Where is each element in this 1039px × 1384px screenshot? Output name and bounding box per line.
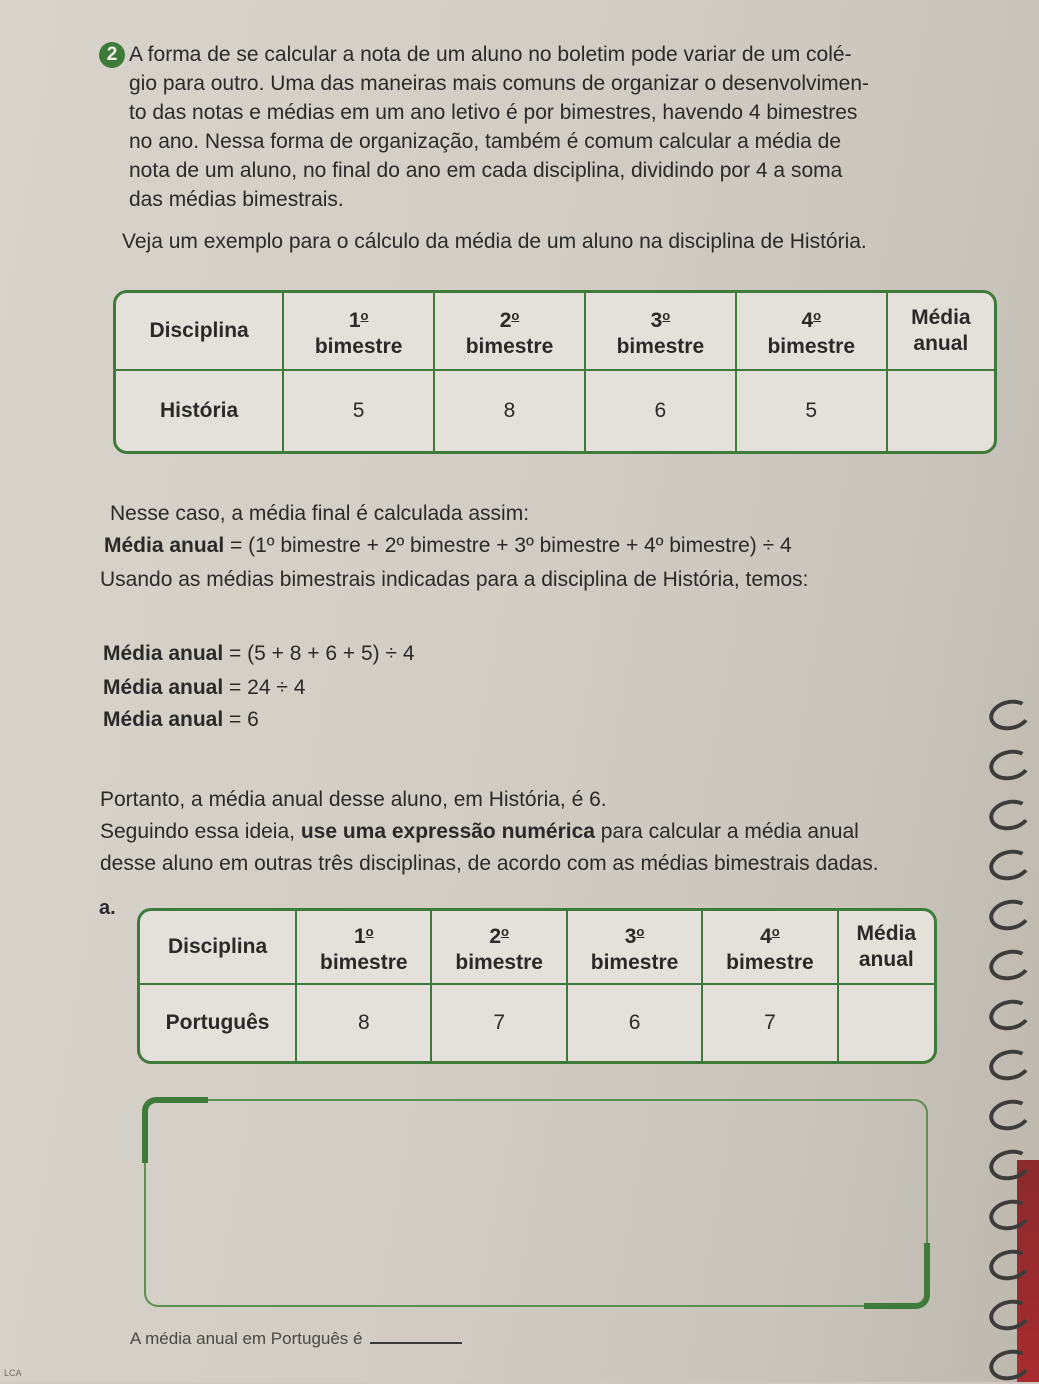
header-bimestre-label: bimestre	[320, 950, 408, 974]
ordinal-mark: o	[365, 923, 374, 939]
header-bimestre-label: bimestre	[726, 950, 814, 974]
intro-line: no ano. Nessa forma de organização, também é comum calcular a média de	[129, 130, 842, 153]
intro-line: gio para outro. Uma das maneiras mais comuns de organizar o desenvolvimen-	[129, 72, 870, 95]
spiral-ring-icon	[986, 846, 1033, 884]
spiral-ring-icon	[986, 1096, 1033, 1134]
ordinal-mark: o	[771, 923, 780, 939]
header-bimestre-label: bimestre	[465, 334, 554, 358]
cell-bimestre-3: 6	[568, 985, 703, 1061]
spiral-ring-icon	[986, 946, 1033, 984]
header-disciplina: Disciplina	[116, 293, 284, 371]
cell-bimestre-2: 8	[435, 371, 586, 451]
header-bimestre-4	[703, 911, 838, 985]
portugues-grade-table	[137, 908, 937, 1064]
cell-bimestre-3: 6	[586, 371, 737, 451]
cell-bimestre-4: 7	[703, 985, 838, 1061]
cell-bimestre-1: 8	[297, 985, 432, 1061]
ordinal-number: 4	[760, 924, 772, 948]
header-bimestre-label: bimestre	[455, 950, 543, 974]
header-bimestre-1	[284, 293, 435, 371]
question-intro	[129, 40, 1009, 214]
table-header-row	[140, 911, 934, 985]
header-media-anual	[839, 911, 934, 985]
cell-disciplina: História	[116, 371, 284, 451]
cell-bimestre-4: 5	[737, 371, 888, 451]
table-row	[140, 985, 934, 1061]
item-a-label: a.	[99, 897, 116, 919]
header-media-label: Média	[911, 306, 971, 329]
footer-code: LCA	[4, 1368, 22, 1378]
cell-media-anual[interactable]	[839, 985, 934, 1061]
calc-label: Média anual	[103, 708, 224, 731]
spiral-ring-icon	[986, 696, 1033, 734]
task-line: desse aluno em outras três disciplinas, de acordo com as médias bimestrais dadas.	[100, 852, 879, 875]
header-bimestre-label: bimestre	[314, 334, 403, 358]
intro-line: to das notas e médias em um ano letivo é por bimestres, havendo 4 bimestres	[129, 101, 858, 124]
spiral-ring-icon	[986, 896, 1033, 934]
answer-prompt: A média anual em Português é	[130, 1329, 363, 1348]
box-corner-decoration	[864, 1243, 930, 1309]
calc-line	[103, 642, 415, 666]
intro-line: das médias bimestrais.	[129, 188, 344, 211]
ordinal-number: 1	[348, 308, 361, 332]
spiral-ring-icon	[986, 996, 1033, 1034]
explanation-line: Usando as médias bimestrais indicadas para a disciplina de História, temos:	[100, 568, 809, 591]
header-bimestre-3	[586, 293, 737, 371]
cell-disciplina: Português	[140, 985, 297, 1061]
spiral-ring-icon	[986, 746, 1033, 784]
header-bimestre-4	[737, 293, 888, 371]
header-anual-label: anual	[858, 948, 914, 971]
calc-line	[103, 676, 305, 700]
example-intro: Veja um exemplo para o cálculo da média de um aluno na disciplina de História.	[122, 230, 867, 253]
task-pre: Seguindo essa ideia,	[100, 820, 301, 843]
calc-label: Média anual	[103, 676, 224, 699]
ordinal-number: 3	[650, 308, 663, 332]
spiral-ring-icon	[986, 796, 1033, 834]
ordinal-mark: o	[511, 307, 520, 323]
spiral-ring-icon	[986, 1296, 1033, 1334]
cell-bimestre-1: 5	[284, 371, 435, 451]
ordinal-number: 2	[499, 308, 512, 332]
spiral-ring-icon	[986, 1196, 1033, 1234]
calc-label: Média anual	[103, 642, 224, 665]
header-bimestre-2	[435, 293, 586, 371]
ordinal-number: 3	[624, 924, 637, 948]
header-bimestre-2	[432, 911, 567, 985]
conclusion-line: Portanto, a média anual desse aluno, em História, é 6.	[100, 788, 607, 811]
header-media-label: Média	[856, 922, 917, 945]
header-bimestre-label: bimestre	[616, 334, 705, 358]
history-grade-table	[113, 290, 997, 454]
ordinal-number: 1	[353, 924, 366, 948]
ordinal-mark: o	[501, 923, 509, 939]
intro-line: nota de um aluno, no final do ano em cada disciplina, dividindo por 4 a soma	[129, 159, 843, 182]
explanation-line: Nesse caso, a média final é calculada assim:	[110, 502, 530, 525]
spiral-ring-icon	[986, 1246, 1033, 1284]
header-anual-label: anual	[913, 332, 969, 355]
ordinal-mark: o	[360, 307, 369, 323]
ordinal-mark: o	[813, 307, 822, 323]
spiral-ring-icon	[986, 1346, 1033, 1384]
question-number-badge: 2	[99, 42, 125, 68]
cell-bimestre-2: 7	[432, 985, 567, 1061]
table-header-row	[116, 293, 994, 371]
header-bimestre-1	[297, 911, 432, 985]
calc-expression: = 6	[223, 708, 259, 731]
calc-expression: = (5 + 8 + 6 + 5) ÷ 4	[223, 642, 415, 665]
formula-line	[104, 534, 792, 558]
task-emphasis: use uma expressão numérica	[300, 820, 595, 843]
ordinal-number: 2	[489, 924, 502, 948]
answer-box[interactable]	[144, 1099, 928, 1307]
table-row	[116, 371, 994, 451]
calc-line	[103, 708, 259, 732]
header-bimestre-label: bimestre	[767, 334, 856, 358]
answer-blank[interactable]	[370, 1328, 462, 1344]
task-line	[100, 820, 859, 844]
formula-label: Média anual	[104, 534, 225, 557]
spiral-ring-icon	[986, 1146, 1033, 1184]
header-disciplina: Disciplina	[140, 911, 297, 985]
formula-expression: = (1º bimestre + 2º bimestre + 3º bimestre + 4º bimestre) ÷ 4	[224, 534, 792, 557]
task-post: para calcular a média anual	[594, 820, 859, 843]
header-bimestre-label: bimestre	[590, 950, 679, 974]
spiral-ring-icon	[986, 1046, 1033, 1084]
box-corner-decoration	[142, 1097, 208, 1163]
calc-expression: = 24 ÷ 4	[223, 676, 306, 699]
ordinal-mark: o	[662, 307, 671, 323]
ordinal-number: 4	[801, 308, 814, 332]
cell-media-anual[interactable]	[888, 371, 994, 451]
ordinal-mark: o	[636, 923, 645, 939]
intro-line: A forma de se calcular a nota de um aluno no boletim pode variar de um colé-	[129, 43, 852, 66]
header-media-anual	[888, 293, 994, 371]
answer-prompt-line	[130, 1328, 462, 1349]
spiral-binding	[959, 700, 1039, 1382]
header-bimestre-3	[568, 911, 703, 985]
